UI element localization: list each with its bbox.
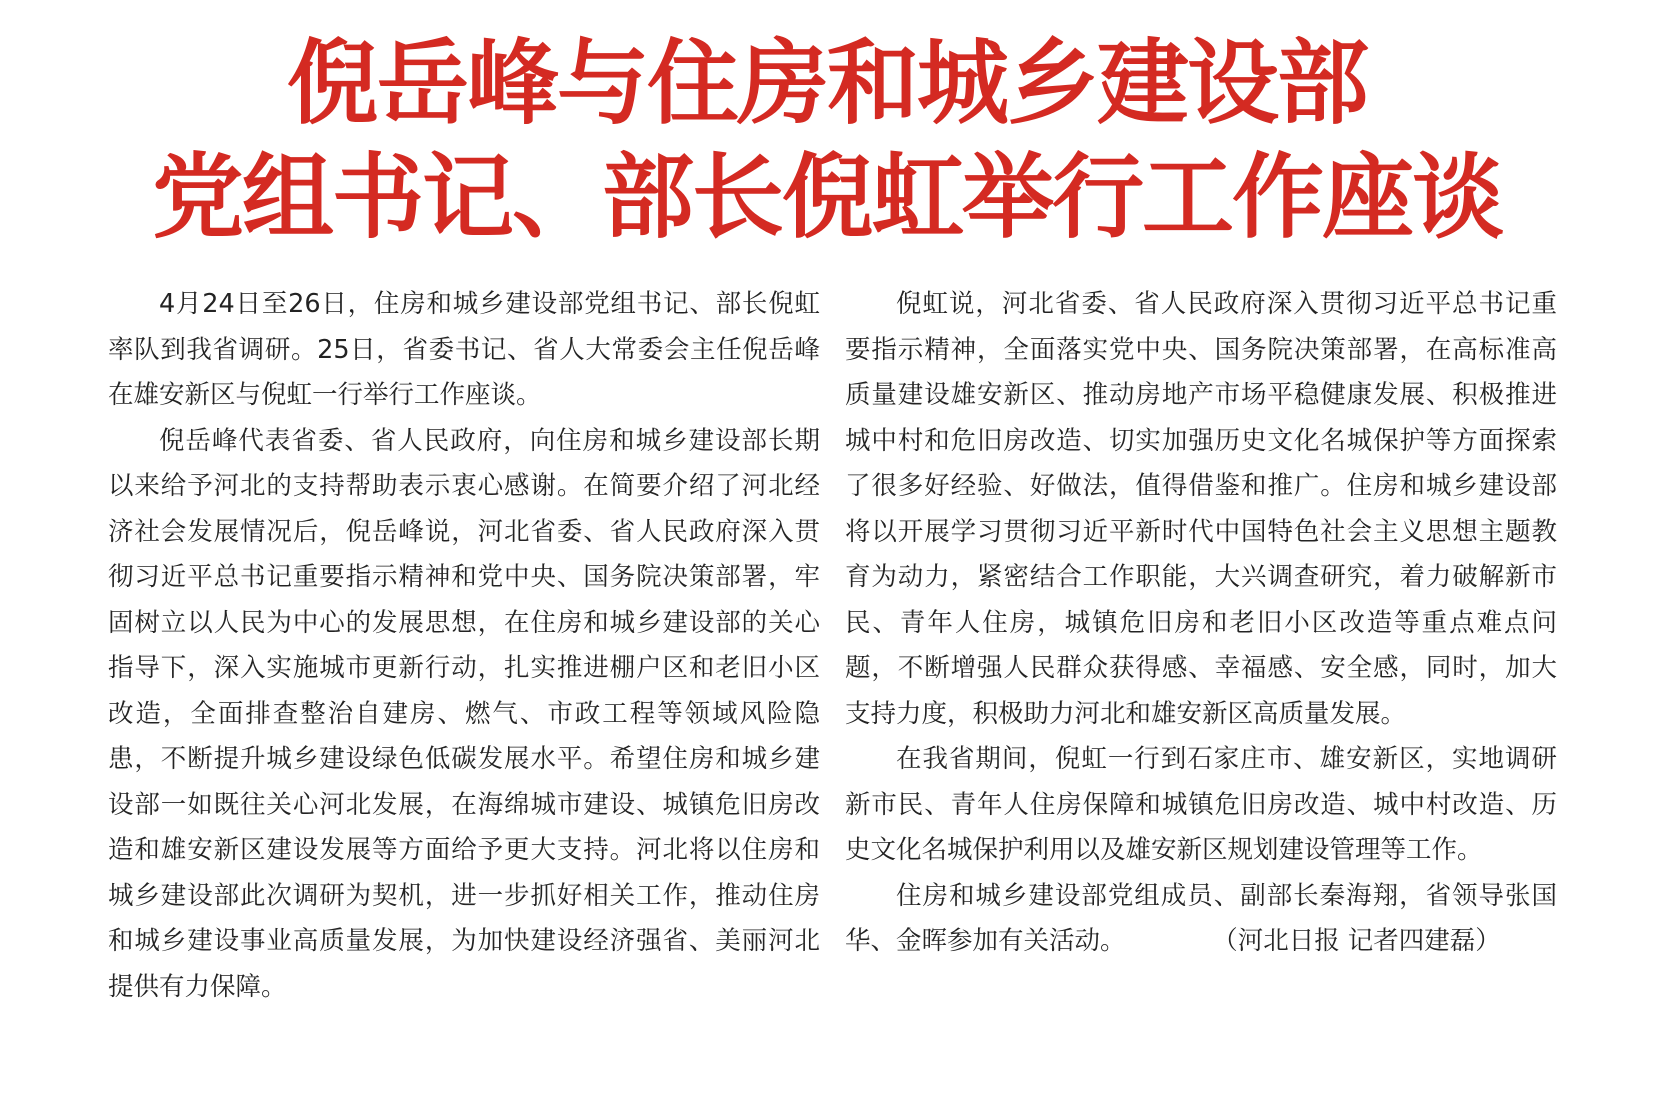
headline-line-1: 倪岳峰与住房和城乡建设部 [286,29,1367,137]
paragraph: 在我省期间，倪虹一行到石家庄市、雄安新区，实地调研新市民、青年人住房保障和城镇危旧房改造、城中村改造、历史文化名城保护利用以及雄安新区规划建设管理等工作。 [845,744,1557,865]
byline: （河北日报 记者四建磊） [1212,926,1501,956]
headline [0,26,1654,254]
paragraph: 4月24日至26日，住房和城乡建设部党组书记、部长倪虹率队到我省调研。25日，省委书记、省人大常委会主任倪岳峰在雄安新区与倪虹一行举行工作座谈。 [108,289,820,410]
article-column-left [108,282,820,1010]
paragraph-text: 住房和城乡建设部党组成员、副部长秦海翔，省领导张国华、金晖参加有关活动。 [845,880,1557,956]
paragraph: 倪岳峰代表省委、省人民政府，向住房和城乡建设部长期以来给予河北的支持帮助表示衷心感谢。在简要介绍了河北经济社会发展情况后，倪岳峰说，河北省委、省人民政府深入贯彻习近平总书记重要指示精神和党中央、国务院决策部署，牢固树立以人民为中心的发展思想，在住房和城乡建设部的关心指导下，深入实施城市更新行动，扎实推进棚户区和老旧小区改造，全面排查整治自建房、燃气、市政工程等领域风险隐患，不断提升城乡建设绿色低碳发展水平。希望住房和城乡建设部一如既往关心河北发展，在海绵城市建设、城镇危旧房改造和雄安新区建设发展等方面给予更大支持。河北将以住房和城乡建设部此次调研为契机，进一步抓好相关工作，推动住房和城乡建设事业高质量发展，为加快建设经济强省、美丽河北提供有力保障。 [108,425,820,1002]
headline-line-2: 党组书记、部长倪虹举行工作座谈 [151,143,1502,251]
paragraph-last [845,874,1557,965]
paragraph: 倪虹说，河北省委、省人民政府深入贯彻习近平总书记重要指示精神，全面落实党中央、国务院决策部署，在高标准高质量建设雄安新区、推动房地产市场平稳健康发展、积极推进城中村和危旧房改造、切实加强历史文化名城保护等方面探索了很多好经验、好做法，值得借鉴和推广。住房和城乡建设部将以开展学习贯彻习近平新时代中国特色社会主义思想主题教育为动力，紧密结合工作职能，大兴调查研究，着力破解新市民、青年人住房，城镇危旧房和老旧小区改造等重点难点问题，不断增强人民群众获得感、幸福感、安全感，同时，加大支持力度，积极助力河北和雄安新区高质量发展。 [845,289,1557,729]
article-column-right [845,282,1557,965]
